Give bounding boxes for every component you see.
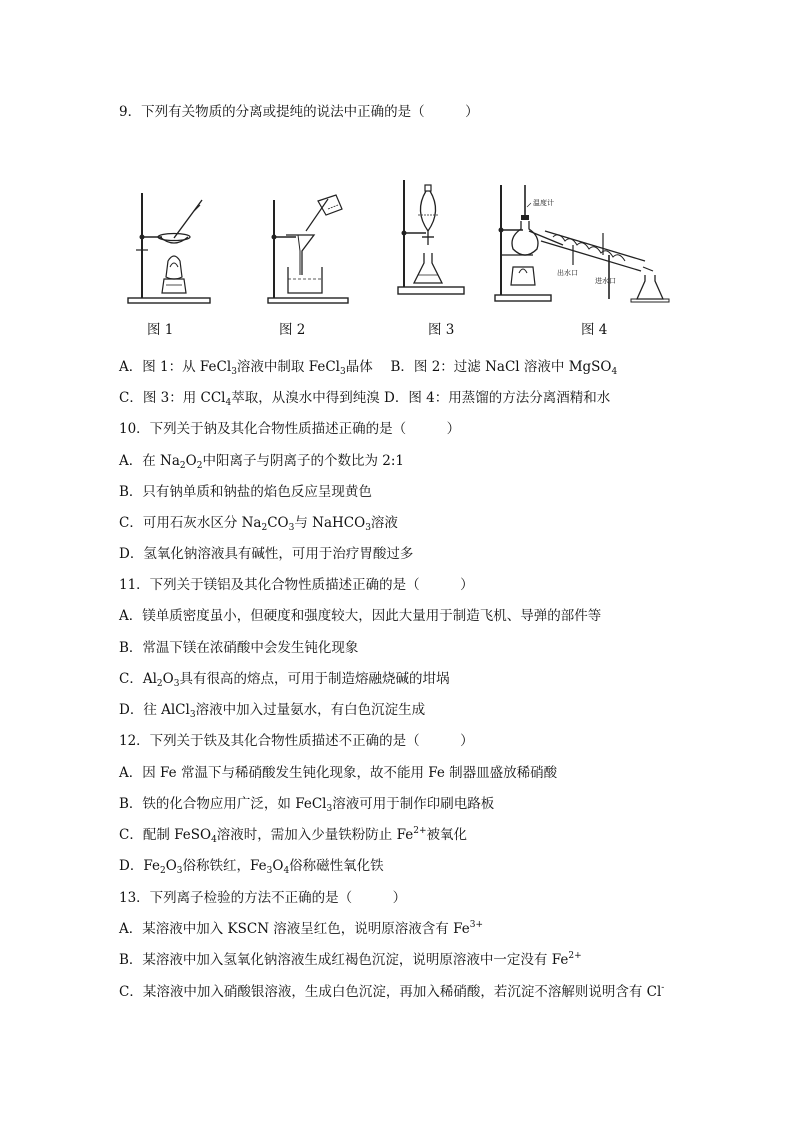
question-9-stem: 9．下列有关物质的分离或提纯的说法中正确的是（ ） bbox=[119, 104, 479, 120]
question-10-option-b: B．只有钠单质和钠盐的焰色反应呈现黄色 bbox=[119, 484, 372, 500]
figure-3-separatory-funnel bbox=[396, 175, 486, 305]
figure-4-distillation bbox=[493, 175, 673, 305]
question-10-stem: 10．下列关于钠及其化合物性质描述正确的是（ ） bbox=[119, 421, 461, 437]
question-13-option-c: C．某溶液中加入硝酸银溶液，生成白色沉淀，再加入稀硝酸，若沉淀不溶解则说明含有 Cl- bbox=[119, 983, 665, 1000]
figure-1-evaporation bbox=[126, 175, 216, 305]
question-11-option-d: D．往 AlCl$_3$溶液中加入过量氨水，有白色沉淀生成 bbox=[119, 702, 426, 720]
apparatus-figures bbox=[118, 175, 678, 310]
question-12-option-a: A．因 Fe 常温下与稀硝酸发生钝化现象，故不能用 Fe 制器皿盛放稀硝酸 bbox=[119, 765, 558, 781]
question-11-stem: 11．下列关于镁铝及其化合物性质描述正确的是（ ） bbox=[119, 577, 474, 593]
question-13-stem: 13．下列离子检验的方法不正确的是（ ） bbox=[119, 890, 407, 906]
figure-2-filtration bbox=[266, 175, 356, 305]
question-11-option-c: C．$Al_2O_3$具有很高的熔点，可用于制造熔融烧碱的坩埚 bbox=[119, 671, 450, 689]
question-10-option-d: D．氢氧化钠溶液具有碱性，可用于治疗胃酸过多 bbox=[119, 546, 414, 562]
question-11-option-a: A．镁单质密度虽小，但硬度和强度较大，因此大量用于制造飞机、导弹的部件等 bbox=[119, 608, 602, 624]
figure-4-caption: 图 4 bbox=[581, 322, 608, 338]
question-12-option-b: B．铁的化合物应用广泛，如 FeCl$_3$溶液可用于制作印刷电路板 bbox=[119, 796, 495, 814]
question-9-options-cd: C．图 3：用 CCl$_4$萃取，从溴水中得到纯溴 D．图 4：用蒸馏的方法分离酒精和水 bbox=[119, 390, 611, 408]
question-12-stem: 12．下列关于铁及其化合物性质描述不正确的是（ ） bbox=[119, 733, 474, 749]
question-10-option-a: A．在 $Na_2O_2$中阳离子与阴离子的个数比为 2:1 bbox=[119, 453, 404, 471]
question-12-option-d: D．$Fe_2O_3$俗称铁红，$Fe_3O_4$俗称磁性氧化铁 bbox=[119, 858, 384, 876]
question-13-option-a: A．某溶液中加入 KSCN 溶液呈红色，说明原溶液含有 $Fe^{3+}$ bbox=[119, 920, 483, 937]
figure-2-caption: 图 2 bbox=[279, 322, 306, 338]
question-11-option-b: B．常温下镁在浓硝酸中会发生钝化现象 bbox=[119, 640, 359, 656]
question-9-options-ab: A．图 1：从 FeCl$_3$溶液中制取 FeCl$_3$晶体 B．图 2：过滤 NaCl 溶液中 MgSO$_4$ bbox=[119, 359, 618, 377]
figure-3-caption: 图 3 bbox=[428, 322, 455, 338]
figure-1-caption: 图 1 bbox=[147, 322, 174, 338]
water-inlet-label: 进水口 bbox=[595, 277, 616, 285]
question-10-option-c: C．可用石灰水区分 $Na_2CO_3$与 NaHCO$_3$溶液 bbox=[119, 515, 398, 533]
question-13-option-b: B．某溶液中加入氢氧化钠溶液生成红褐色沉淀，说明原溶液中一定没有 $Fe^{2+}$ bbox=[119, 951, 582, 968]
thermometer-label: 温度计 bbox=[533, 199, 554, 207]
water-outlet-label: 出水口 bbox=[557, 269, 578, 277]
question-12-option-c: C．配制 FeSO$_4$溶液时，需加入少量铁粉防止 $Fe^{2+}$被氧化 bbox=[119, 826, 467, 845]
